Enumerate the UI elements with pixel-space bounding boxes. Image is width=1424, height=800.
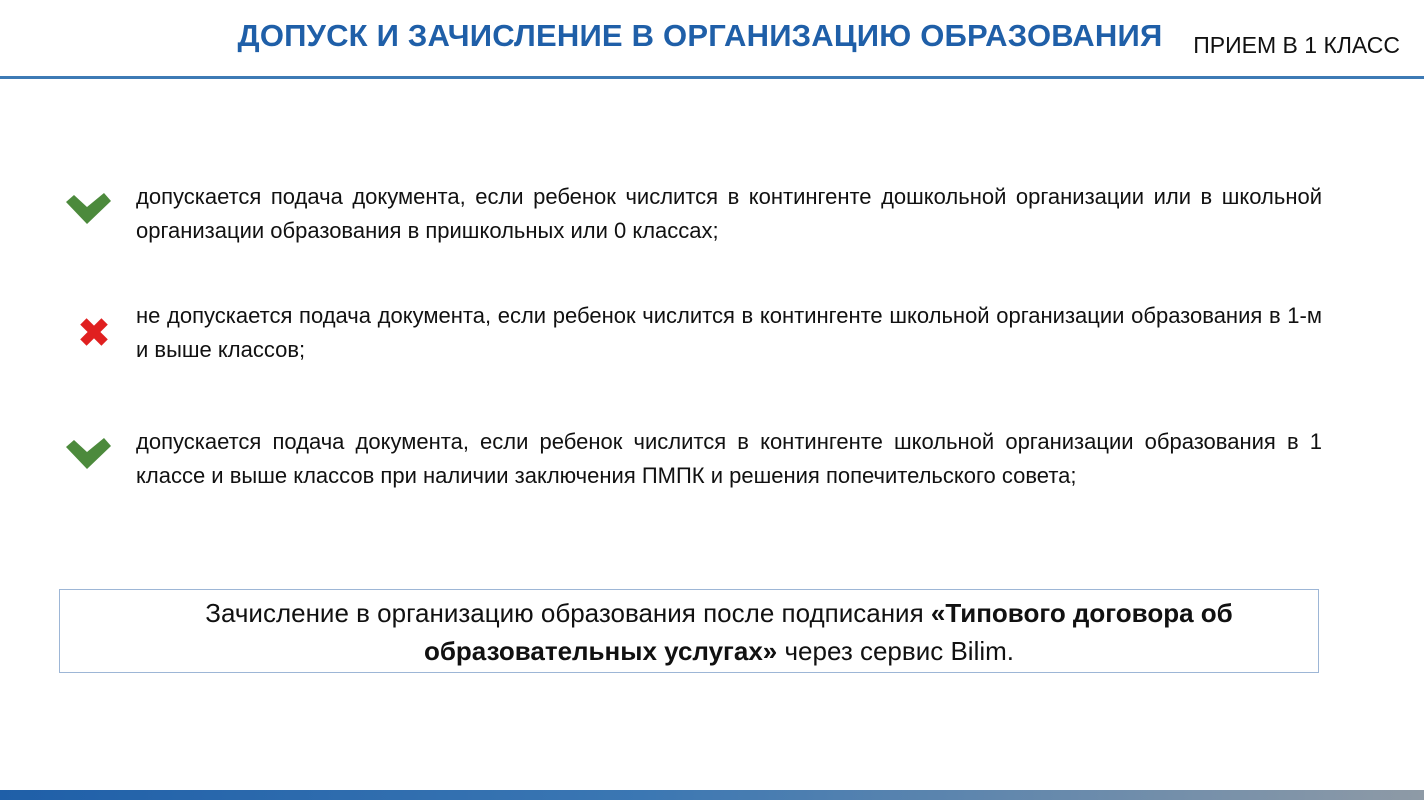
check-icon: [60, 180, 120, 230]
enrollment-note-box: [59, 589, 1319, 673]
cross-icon: [60, 299, 120, 349]
header-divider: [0, 76, 1424, 79]
rule-text: допускается подача документа, если ребенок числится в контингенте дошкольной организации или в школьной организации образования в пришкольных или 0 классах;: [136, 184, 1322, 243]
rule-text: допускается подача документа, если ребенок числится в контингенте школьной организации образования в 1 классе и выше классов при наличии заключения ПМПК и решения попечительского совета;: [136, 429, 1322, 488]
rule-text: не допускается подача документа, если ребенок числится в контингенте школьной организации образования в 1-м и выше классов;: [136, 303, 1322, 362]
note-text-start: Зачисление в организацию образования после подписания: [205, 598, 931, 628]
page-title: ДОПУСК И ЗАЧИСЛЕНИЕ В ОРГАНИЗАЦИЮ ОБРАЗОВАНИЯ: [237, 18, 1163, 53]
section-tag: ПРИЕМ В 1 КЛАСС: [1193, 32, 1400, 58]
footer-bar: [0, 790, 1424, 800]
check-icon: [60, 425, 120, 475]
note-text-end: через сервис Bilim.: [777, 636, 1015, 666]
enrollment-note: [180, 594, 1258, 670]
note-contract-name: «Типового договора об образовательных услугах»: [423, 598, 1233, 666]
